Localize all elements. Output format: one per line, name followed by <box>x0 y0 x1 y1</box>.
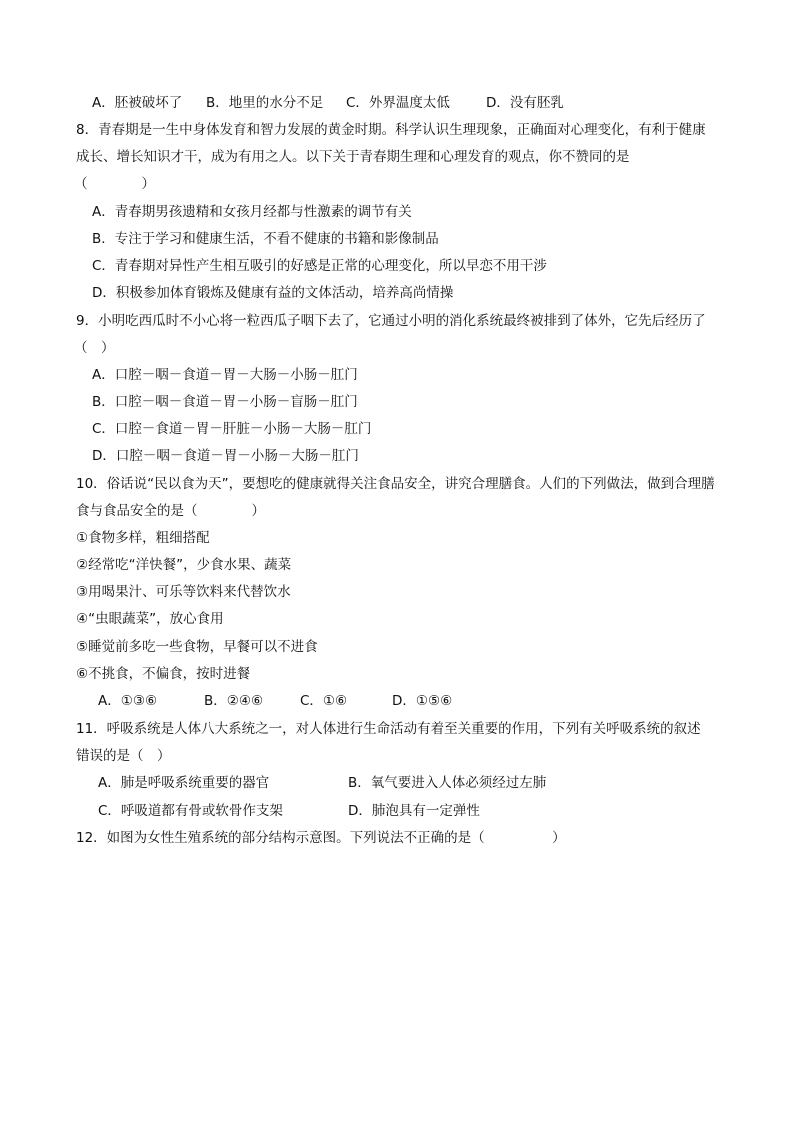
q10-item-2: ②经常吃“洋快餐”，少食水果、蔬菜 <box>76 557 292 573</box>
q8-stem-line-1: 8．青春期是一生中身体发育和智力发展的黄金时期。科学认识生理现象，正确面对心理变化，有利于健康 <box>76 122 706 138</box>
q8-option-c: C．青春期对异性产生相互吸引的好感是正常的心理变化，所以早恋不用干涉 <box>92 258 547 274</box>
q10-option-c: C．①⑥ <box>300 693 348 709</box>
q10-item-6: ⑥不挑食，不偏食，按时进餐 <box>76 666 251 682</box>
q9-stem-line-1: 9．小明吃西瓜时不小心将一粒西瓜子咽下去了，它通过小明的消化系统最终被排到了体外，它先后经历了 <box>76 313 706 329</box>
q7-option-c: C．外界温度太低 <box>346 95 450 111</box>
q11-option-d: D．肺泡具有一定弹性 <box>348 803 480 819</box>
q9-option-a: A．口腔－咽－食道－胃－大肠－小肠－肛门 <box>92 367 358 383</box>
q10-item-5: ⑤睡觉前多吃一些食物，早餐可以不进食 <box>76 639 318 655</box>
q8-option-d: D．积极参加体育锻炼及健康有益的文体活动，培养高尚情操 <box>92 285 454 301</box>
q12-stem-line-1: 12．如图为女性生殖系统的部分结构示意图。下列说法不正确的是（ ） <box>76 830 566 846</box>
q11-stem-line-2: 错误的是（ ） <box>76 748 171 764</box>
q10-option-a: A．①③⑥ <box>98 693 158 709</box>
q9-option-c: C．口腔－食道－胃－肝脏－小肠－大肠－肛门 <box>92 421 372 437</box>
q10-item-4: ④“虫眼蔬菜”，放心食用 <box>76 611 224 627</box>
q8-answer-paren: （ ） <box>74 176 155 192</box>
q11-option-c: C．呼吸道都有骨或软骨作支架 <box>98 803 283 819</box>
q8-stem-line-2: 成长、增长知识才干，成为有用之人。以下关于青春期生理和心理发育的观点，你不赞同的是 <box>76 149 630 165</box>
q11-option-a: A．肺是呼吸系统重要的器官 <box>98 775 270 791</box>
q9-answer-paren: （ ） <box>74 340 115 356</box>
q8-option-a: A．青春期男孩遗精和女孩月经都与性激素的调节有关 <box>92 204 412 220</box>
q7-option-b: B．地里的水分不足 <box>206 95 324 111</box>
q9-option-d: D．口腔－咽－食道－胃－小肠－大肠－肛门 <box>92 448 359 464</box>
q10-stem-line-2: 食与食品安全的是（ ） <box>76 503 265 519</box>
q10-item-3: ③用喝果汁、可乐等饮料来代替饮水 <box>76 584 291 600</box>
q8-option-b: B．专注于学习和健康生活，不看不健康的书籍和影像制品 <box>92 231 439 247</box>
q9-option-b: B．口腔－咽－食道－胃－小肠－盲肠－肛门 <box>92 394 358 410</box>
q7-option-a: A．胚被破坏了 <box>92 95 183 111</box>
q10-stem-line-1: 10．俗话说“民以食为天”，要想吃的健康就得关注食品安全，讲究合理膳食。人们的下列做法，做到合理膳 <box>76 476 715 492</box>
q10-item-1: ①食物多样，粗细搭配 <box>76 530 210 546</box>
q7-option-d: D．没有胚乳 <box>486 95 564 111</box>
q11-option-b: B．氧气要进入人体必须经过左肺 <box>348 775 547 791</box>
q10-option-b: B．②④⑥ <box>204 693 264 709</box>
q10-option-d: D．①⑤⑥ <box>392 693 453 709</box>
q11-stem-line-1: 11．呼吸系统是人体八大系统之一，对人体进行生命活动有着至关重要的作用，下列有关呼吸系统的叙述 <box>76 721 701 737</box>
